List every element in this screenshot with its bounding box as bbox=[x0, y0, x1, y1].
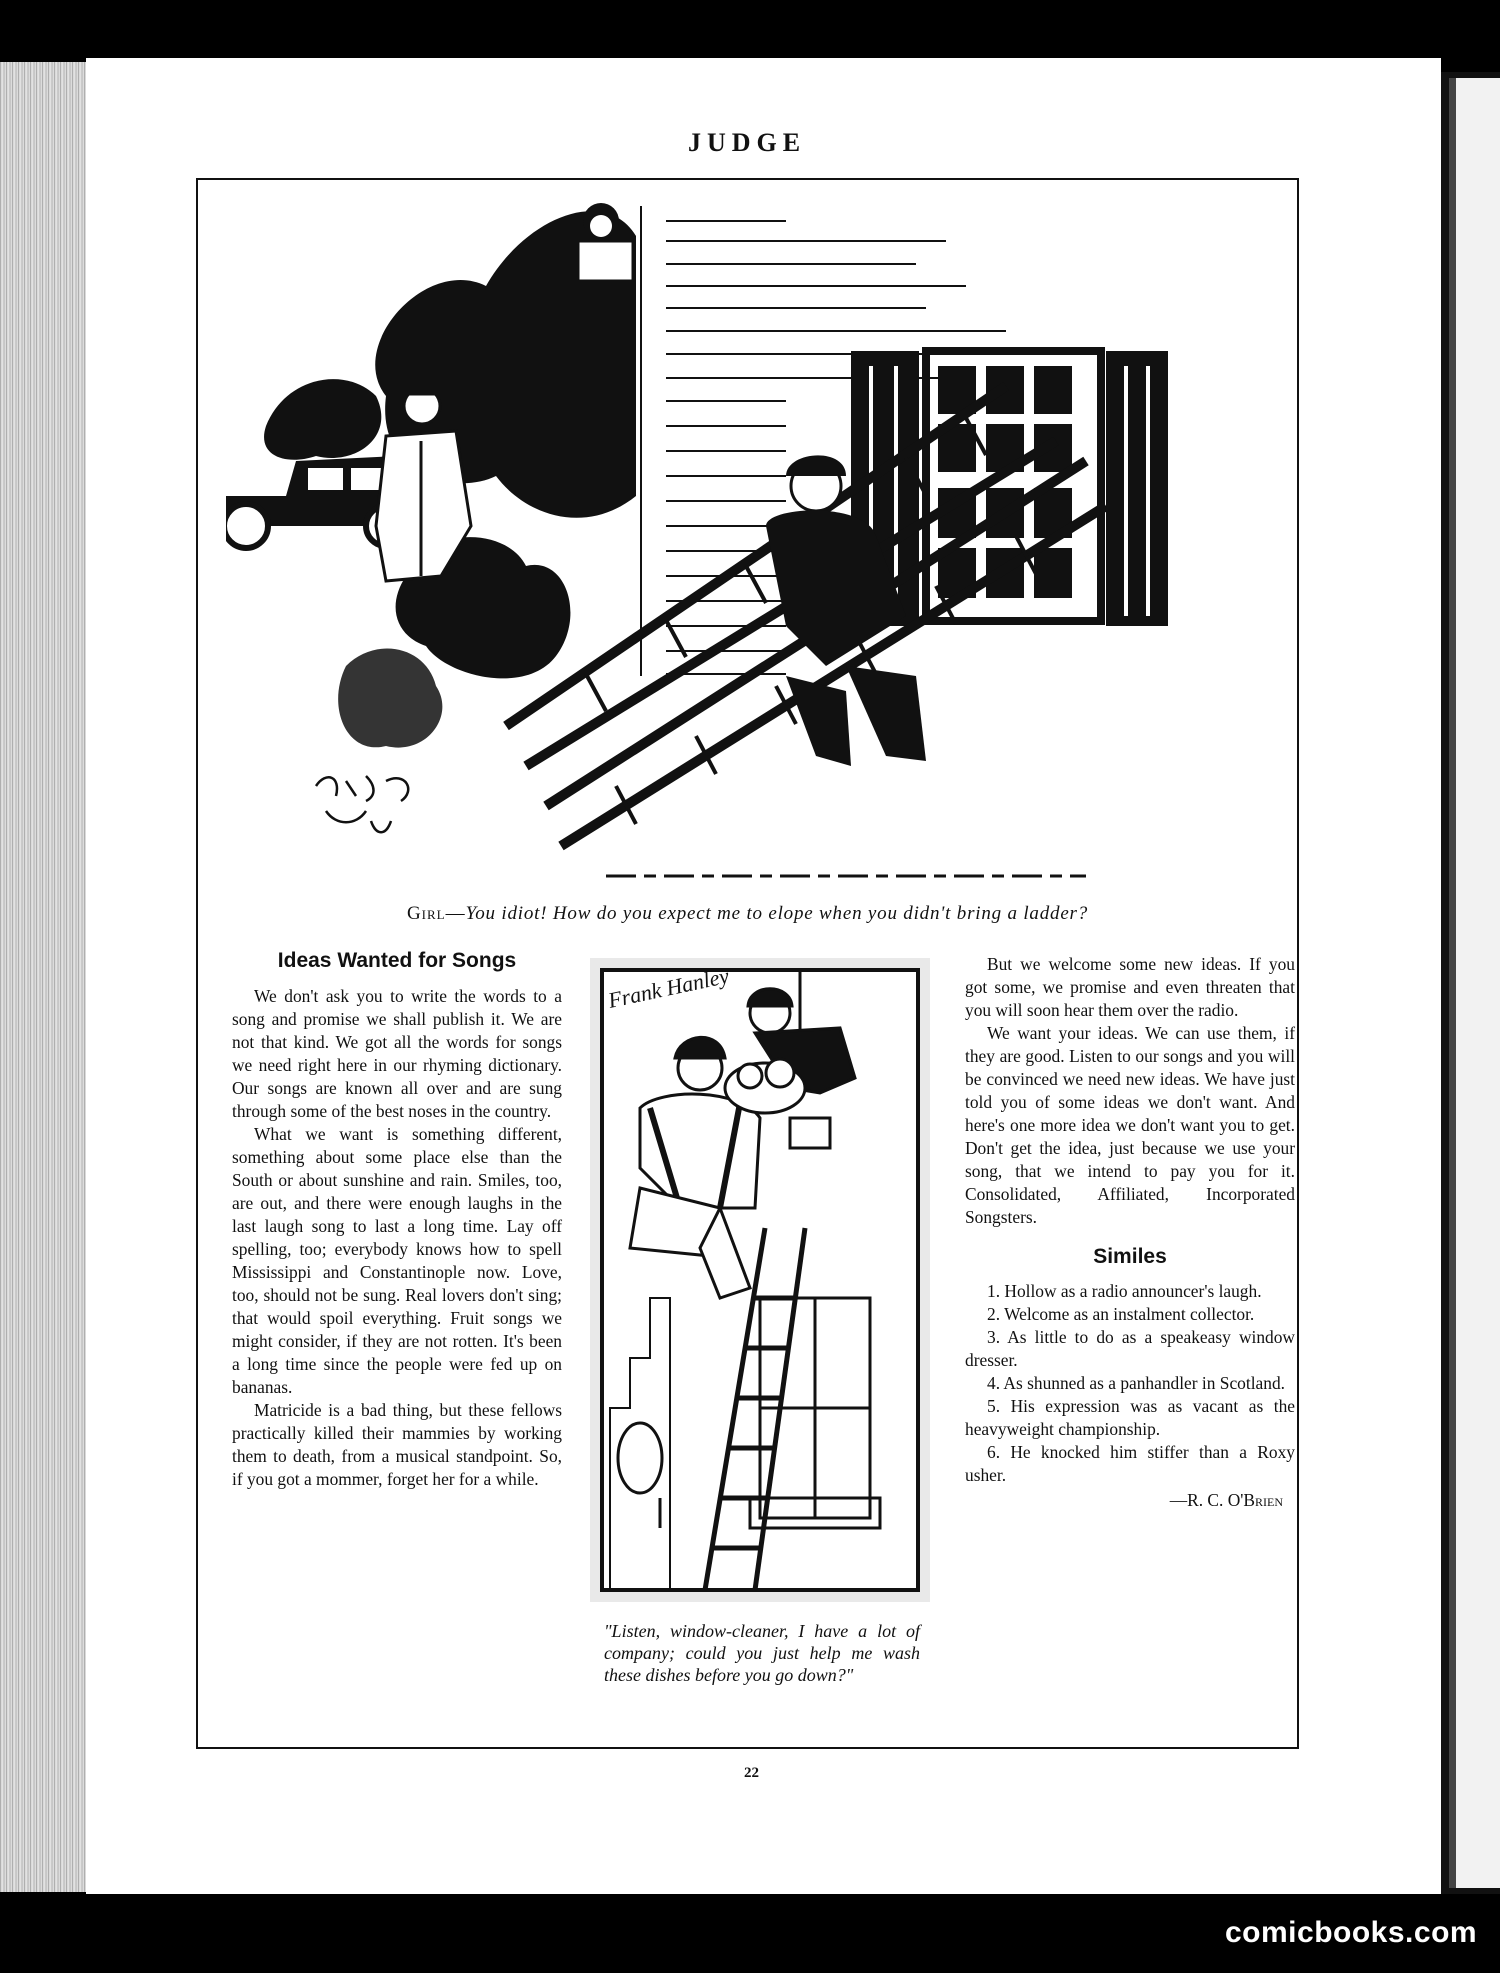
cartoon2-caption: "Listen, window-cleaner, I have a lot of company; could you just help me wash these dishes before you go down?" bbox=[604, 1621, 920, 1685]
article-right-column bbox=[965, 953, 1295, 1512]
simile-item: 1. Hollow as a radio announcer's laugh. bbox=[987, 1281, 1262, 1301]
cartoon-caption bbox=[200, 903, 1295, 925]
similes-heading: Similes bbox=[1093, 1245, 1167, 1268]
cartoon-window-cleaner bbox=[590, 958, 930, 1602]
caption-speaker: Girl— bbox=[406, 903, 466, 924]
similes-author: —R. C. O'Brien bbox=[1169, 1490, 1283, 1510]
article-paragraph: We don't ask you to write the words to a song and promise we shall publish it. We are not that kind. We got all the words for songs we need right here in our rhyming dictionary. Our songs are known all over and are sung through some of the best noses in the country. bbox=[232, 986, 562, 1121]
simile-item: 2. Welcome as an instalment collector. bbox=[987, 1304, 1255, 1324]
simile-item: 4. As shunned as a panhandler in Scotland. bbox=[987, 1373, 1286, 1393]
article-paragraph: What we want is something different, something about some place else than the South or about sunshine and rain. Smiles, too, are out, and there were enough laughs in the last laugh song to last a long time. Lay off spelling, too; everybody knows how to spell Mississippi and Constantinople now. Love, too, should not be sung. Real lovers don't sing; that would spoil everything. Fruit songs we might consider, if they are not rotten. It's been a long time since the people were fed up on bananas. bbox=[232, 1124, 562, 1397]
article-left-column bbox=[232, 985, 562, 1491]
article-paragraph: But we welcome some new ideas. If you got some, we promise and even threaten that you will soon hear them over the radio. bbox=[965, 954, 1295, 1020]
artist-signature: Frank Hanley bbox=[605, 962, 732, 1013]
caption-text: You idiot! How do you expect me to elope when you didn't bring a ladder? bbox=[465, 903, 1089, 924]
book-page-edges bbox=[0, 62, 88, 1892]
artist-signature bbox=[316, 776, 408, 832]
girl-figure bbox=[578, 203, 633, 281]
article-paragraph: We want your ideas. We can use them, if they are good. Listen to our songs and you will be convinced we need new ideas. We have just told you of some ideas we don't want. And here's one more idea we don't want you to get. Don't get the idea, just because we use your song, that we intend to pay you for it. Consolidated, Affiliated, Incorporated Songsters. bbox=[965, 1023, 1295, 1227]
article-paragraph: Matricide is a bad thing, but these fellows practically killed their mammies by working them to death, from a musical standpoint. So, if you got a mommer, forget her for a while. bbox=[232, 1400, 562, 1489]
facing-page-edge bbox=[1449, 78, 1500, 1888]
page-number: 22 bbox=[744, 1765, 759, 1781]
simile-item: 5. His expression was as vacant as the heavyweight championship. bbox=[965, 1396, 1295, 1439]
cartoon-elopement bbox=[226, 196, 1306, 886]
masthead: JUDGE bbox=[688, 128, 807, 157]
simile-item: 6. He knocked him stiffer than a Roxy usher. bbox=[965, 1442, 1295, 1485]
simile-item: 3. As little to do as a speakeasy window dresser. bbox=[965, 1327, 1295, 1370]
site-watermark: comicbooks.com bbox=[1225, 1916, 1478, 1949]
article-heading: Ideas Wanted for Songs bbox=[277, 949, 517, 972]
